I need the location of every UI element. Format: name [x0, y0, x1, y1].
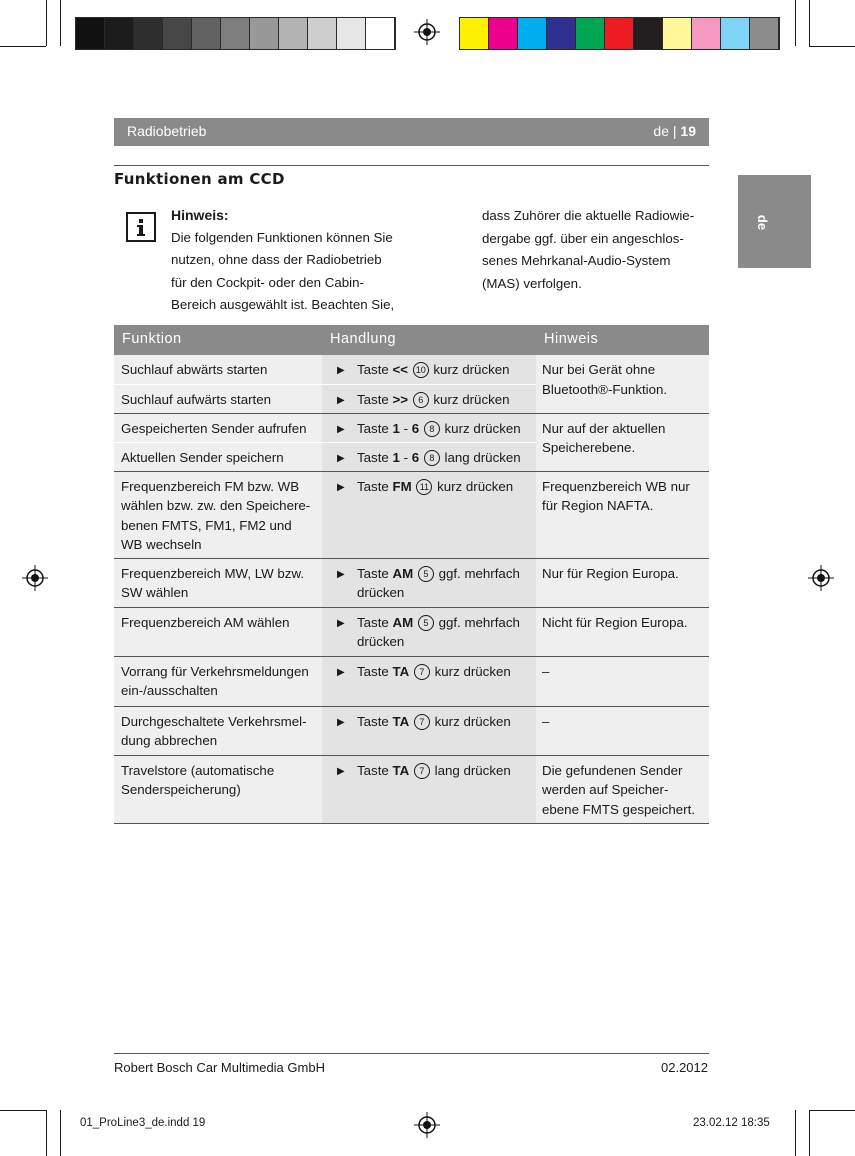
key-number-icon: 7 — [414, 763, 430, 779]
column-header: Hinweis — [536, 325, 709, 355]
registration-mark-icon — [414, 1112, 440, 1138]
arrow-icon: ▶ — [337, 666, 345, 678]
table-row: Travelstore (automatische Senderspeicherung) ▶ Taste TA 7 lang drücken Die gefundenen Sender werden auf Speicher-ebene FMTS gespeichert. — [114, 755, 709, 823]
key-number-icon: 5 — [418, 566, 434, 582]
registration-mark-icon — [808, 565, 834, 591]
key-number-icon: 5 — [418, 615, 434, 631]
language-tab: de — [738, 175, 811, 268]
table-row: Suchlauf abwärts starten ▶ Taste << 10 kurz drücken Nur bei Gerät ohne Bluetooth®-Funktion. — [114, 355, 709, 384]
color-swatch — [750, 18, 779, 49]
table-row: Frequenzbereich MW, LW bzw. SW wählen ▶ Taste AM 5 ggf. mehrfach drücken Nur für Region Europa. — [114, 558, 709, 607]
table-row: Durchgeschaltete Verkehrsmel-dung abbrechen ▶ Taste TA 7 kurz drücken – — [114, 706, 709, 755]
key-number-icon: 8 — [424, 421, 440, 437]
info-icon — [126, 212, 156, 242]
color-swatch — [192, 18, 221, 49]
footer-date: 02.2012 — [661, 1060, 708, 1075]
color-swatch — [692, 18, 721, 49]
page-number: de | 19 — [653, 123, 696, 139]
column-header: Funktion — [114, 325, 322, 355]
note-heading: Hinweis: — [171, 207, 229, 223]
table-row: Gespeicherten Sender aufrufen ▶ Taste 1 - 6 8 kurz drücken Nur auf der aktuellen Speicherebene. — [114, 413, 709, 442]
color-swatch — [221, 18, 250, 49]
color-swatch — [250, 18, 279, 49]
arrow-icon: ▶ — [337, 716, 345, 728]
page-header — [114, 118, 709, 146]
key-number-icon: 7 — [414, 714, 430, 730]
footer-company: Robert Bosch Car Multimedia GmbH — [114, 1060, 325, 1075]
color-swatch — [163, 18, 192, 49]
table-row: Aktuellen Sender speichern ▶ Taste 1 - 6 8 lang drücken — [114, 442, 709, 471]
key-number-icon: 11 — [416, 479, 432, 495]
arrow-icon: ▶ — [337, 365, 345, 376]
arrow-icon: ▶ — [337, 765, 345, 777]
color-swatch — [105, 18, 134, 49]
process-color-bar — [459, 17, 780, 50]
key-number-icon: 8 — [424, 450, 440, 466]
color-swatch — [547, 18, 576, 49]
key-number-icon: 6 — [413, 392, 429, 408]
arrow-icon: ▶ — [337, 617, 345, 629]
gray-color-bar — [75, 17, 396, 50]
color-swatch — [134, 18, 163, 49]
color-swatch — [279, 18, 308, 49]
color-swatch — [366, 18, 395, 49]
slug-timestamp: 23.02.12 18:35 — [693, 1117, 770, 1129]
table-row: Frequenzbereich AM wählen ▶ Taste AM 5 ggf. mehrfach drücken Nicht für Region Europa. — [114, 607, 709, 656]
color-swatch — [337, 18, 366, 49]
color-swatch — [663, 18, 692, 49]
arrow-icon: ▶ — [337, 568, 345, 580]
arrow-icon: ▶ — [337, 423, 345, 435]
divider — [114, 165, 709, 166]
arrow-icon: ▶ — [337, 481, 345, 493]
color-swatch — [518, 18, 547, 49]
color-swatch — [634, 18, 663, 49]
table-header — [114, 325, 709, 355]
color-swatch — [576, 18, 605, 49]
color-swatch — [721, 18, 750, 49]
color-swatch — [308, 18, 337, 49]
note-text-right: dass Zuhörer die aktuelle Radiowie- dergabe ggf. über ein angeschlos- senes Mehrkanal-Audio-System (MAS) verfolgen. — [482, 208, 695, 291]
registration-mark-icon — [22, 565, 48, 591]
color-swatch — [605, 18, 634, 49]
arrow-icon: ▶ — [337, 452, 345, 464]
color-swatch — [76, 18, 105, 49]
function-table — [114, 325, 709, 824]
table-row: Frequenzbereich FM bzw. WB wählen bzw. zw. den Speichere-benen FMTS, FM1, FM2 und WB wechseln ▶ Taste FM 11 kurz drücken Frequenzbereich WB nur für Region NAFTA. — [114, 471, 709, 558]
key-number-icon: 10 — [413, 362, 429, 378]
column-header: Handlung — [322, 325, 536, 355]
slug-filename: 01_ProLine3_de.indd 19 — [80, 1117, 206, 1129]
page-title: Funktionen am CCD — [114, 170, 285, 188]
key-number-icon: 7 — [414, 664, 430, 680]
table-row: Suchlauf aufwärts starten ▶ Taste >> 6 kurz drücken — [114, 384, 709, 413]
arrow-icon: ▶ — [337, 394, 345, 406]
note-text-left: Hinweis: Die folgenden Funktionen können Sie nutzen, ohne dass der Radiobetrieb für den Cockpit- oder den Cabin- Bereich ausgewählt ist. Beachten Sie, — [171, 204, 394, 317]
registration-mark-icon — [414, 19, 440, 45]
table-row: Vorrang für Verkehrsmeldungen ein-/ausschalten ▶ Taste TA 7 kurz drücken – — [114, 656, 709, 706]
color-swatch — [460, 18, 489, 49]
color-swatch — [489, 18, 518, 49]
section-title: Radiobetrieb — [127, 123, 207, 139]
footer-divider — [114, 1053, 709, 1054]
